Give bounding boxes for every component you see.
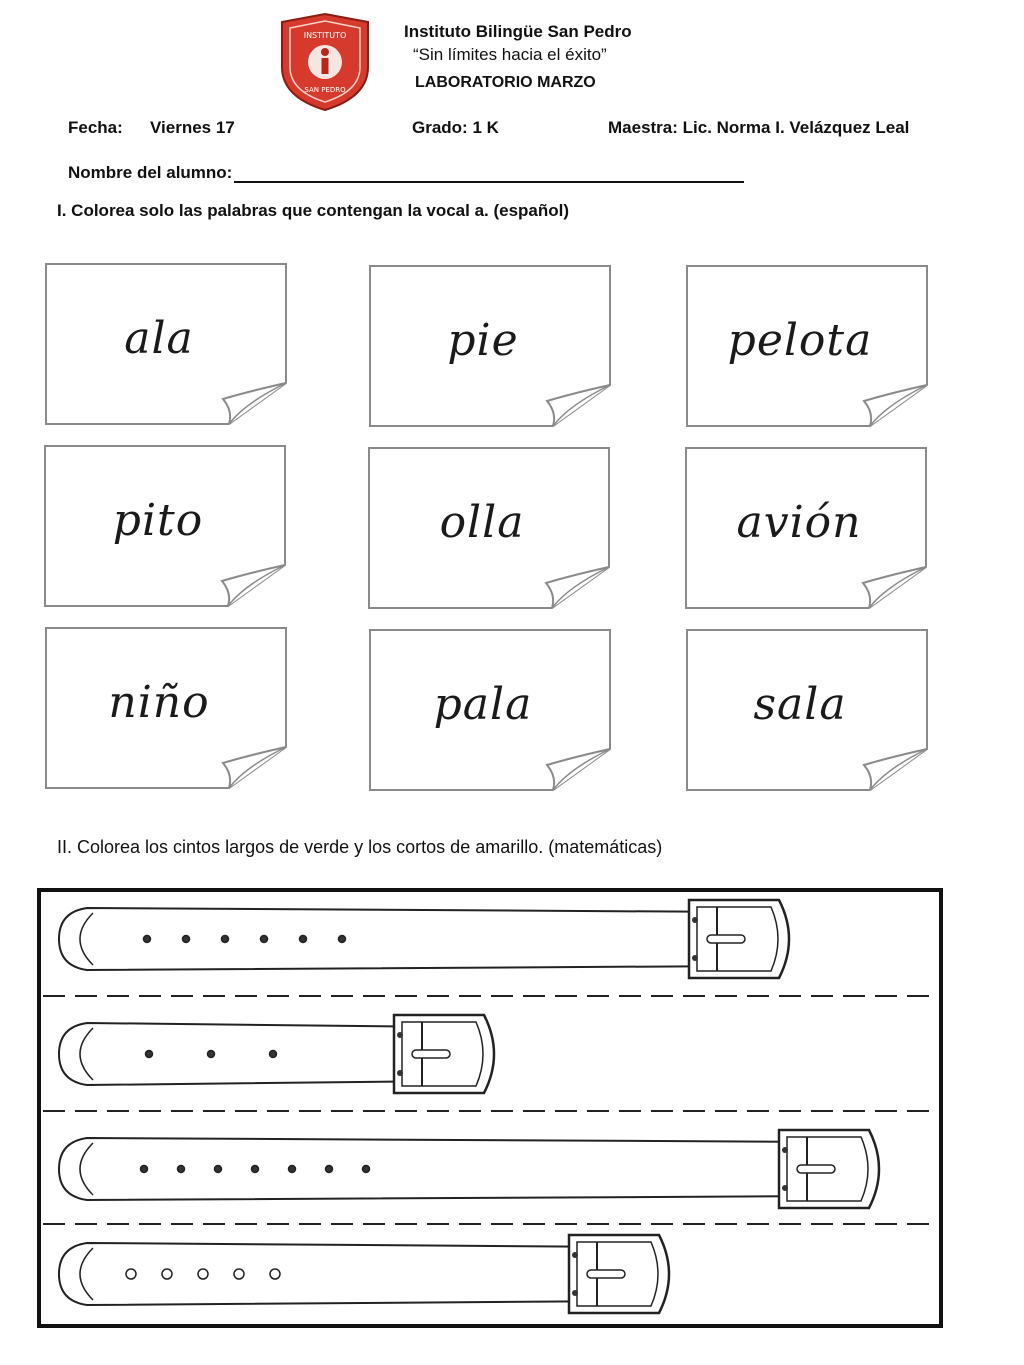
- word-card[interactable]: [45, 263, 289, 427]
- date-label: Fecha:: [68, 118, 123, 137]
- student-name-label: Nombre del alumno:: [68, 163, 233, 182]
- word-card[interactable]: [368, 447, 612, 611]
- belt-hole: [234, 1269, 244, 1279]
- word-niño: niño: [108, 676, 210, 728]
- word-avión: avión: [736, 496, 862, 548]
- belt-hole: [261, 936, 268, 943]
- student-name-field: [68, 163, 744, 183]
- word-sala: sala: [753, 678, 847, 730]
- section1-instruction: I. Colorea solo las palabras que contengan la vocal a. (español): [57, 201, 570, 220]
- belt-hole: [363, 1166, 370, 1173]
- logo-text-bottom: SAN PEDRO: [304, 86, 346, 94]
- belt-hole: [146, 1051, 153, 1058]
- belt-1[interactable]: [59, 900, 789, 978]
- word-card[interactable]: [685, 447, 929, 611]
- word-olla: olla: [439, 496, 525, 548]
- belt-hole: [144, 936, 151, 943]
- belt-4[interactable]: [59, 1235, 669, 1313]
- belt-hole: [178, 1166, 185, 1173]
- belt-hole: [141, 1166, 148, 1173]
- belt-hole: [252, 1166, 259, 1173]
- belt-hole: [183, 936, 190, 943]
- belt-hole: [326, 1166, 333, 1173]
- grade: Grado: 1 K: [412, 118, 499, 137]
- belt-3[interactable]: [59, 1130, 879, 1208]
- belt-hole: [198, 1269, 208, 1279]
- belt-hole: [270, 1269, 280, 1279]
- school-logo: [278, 12, 372, 112]
- word-pelota: pelota: [727, 314, 873, 366]
- word-card[interactable]: [369, 265, 613, 429]
- belt-hole: [126, 1269, 136, 1279]
- word-pala: pala: [433, 678, 533, 730]
- date-value: Viernes 17: [150, 118, 235, 137]
- school-motto: “Sin límites hacia el éxito”: [413, 45, 607, 64]
- word-pie: pie: [447, 314, 519, 366]
- lab-title: LABORATORIO MARZO: [415, 74, 596, 91]
- belt-hole: [339, 936, 346, 943]
- word-card[interactable]: [369, 629, 613, 793]
- belt-hole: [300, 936, 307, 943]
- word-ala: ala: [124, 312, 194, 364]
- belt-hole: [162, 1269, 172, 1279]
- section2-instruction: II. Colorea los cintos largos de verde y los cortos de amarillo. (matemáticas): [57, 837, 663, 857]
- word-card[interactable]: [45, 627, 289, 791]
- belt-hole: [222, 936, 229, 943]
- belts-panel: [37, 888, 943, 1328]
- logo-text-top: INSTITUTO: [303, 31, 347, 40]
- belt-2[interactable]: [59, 1015, 494, 1093]
- teacher: Maestra: Lic. Norma I. Velázquez Leal: [608, 118, 910, 137]
- belt-hole: [215, 1166, 222, 1173]
- word-card[interactable]: [686, 629, 930, 793]
- belt-hole: [270, 1051, 277, 1058]
- word-pito: pito: [112, 494, 204, 546]
- school-name: Instituto Bilingüe San Pedro: [404, 22, 632, 41]
- word-card[interactable]: [44, 445, 288, 609]
- belt-hole: [289, 1166, 296, 1173]
- belt-hole: [208, 1051, 215, 1058]
- student-name-line[interactable]: [234, 163, 744, 183]
- word-card[interactable]: [686, 265, 930, 429]
